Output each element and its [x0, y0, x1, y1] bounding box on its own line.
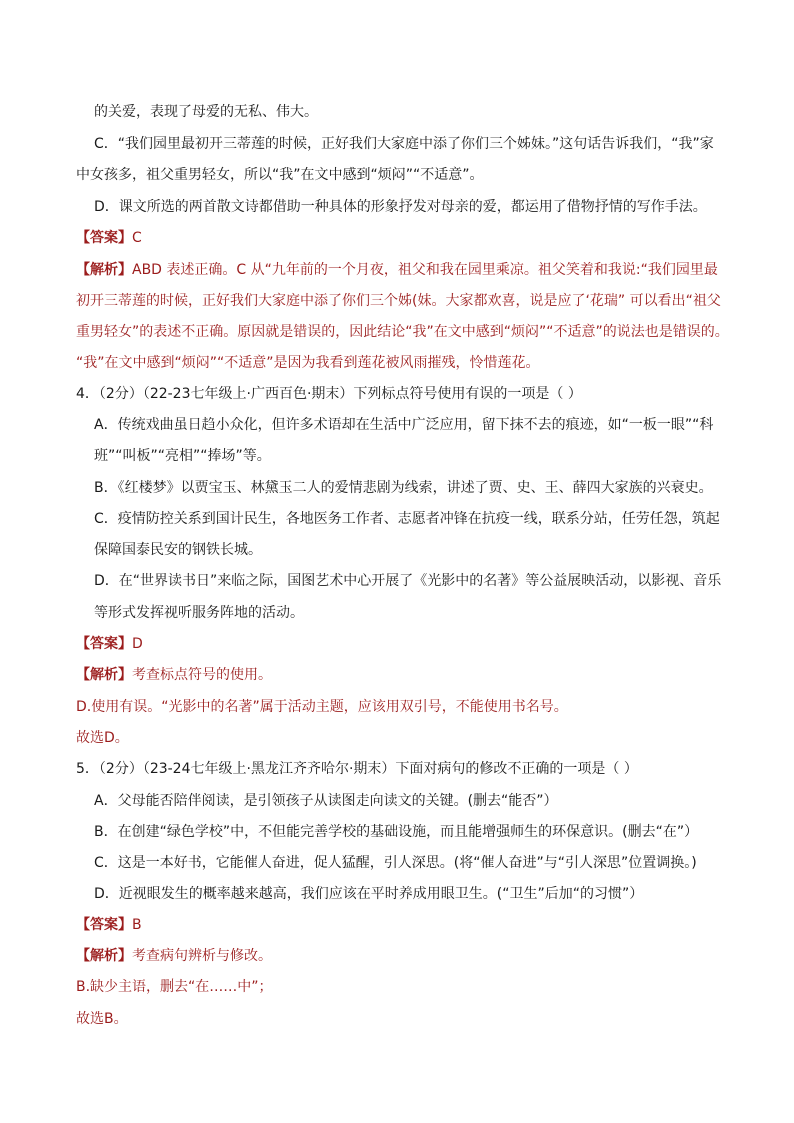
q3-analysis-line2: 初开三蒂莲的时候，正好我们大家庭中添了你们三个姊(妹。大家都欢喜，说是应了‘花瑞” 可以看出“祖父	[76, 293, 721, 309]
q3-analysis-line3: 重男轻女”的表述不正确。原因就是错误的，因此结论“我”在文中感到“烦闷”“不适意”的说法也是错误的。	[76, 324, 729, 340]
analysis-label: 【解析】	[76, 262, 132, 278]
answer-label: 【答案】	[76, 230, 132, 246]
analysis-text: 考查病句辨析与修改。	[132, 948, 272, 964]
q5-option-b: B．在创建“绿色学校”中，不但能完善学校的基础设施，而且能增强师生的环保意识。(删去“在”）	[94, 824, 699, 840]
q4-analysis-line3: 故选D。	[76, 730, 129, 746]
q4-option-a-line2: 班”“叫板”“亮相”“捧场”等。	[94, 448, 271, 464]
q5-analysis-line2: B.缺少主语，删去“在……中”；	[76, 979, 273, 995]
analysis-text: ABD 表述正确。C 从“九年前的一个月夜，祖父和我在园里乘凉。祖父笑着和我说:“我们园里最	[132, 262, 718, 278]
answer-label: 【答案】	[76, 636, 132, 652]
q4-option-d-line2: 等形式发挥视听服务阵地的活动。	[94, 605, 304, 621]
q4-analysis-line2: D.使用有误。“光影中的名著”属于活动主题，应该用双引号，不能使用书名号。	[76, 699, 568, 715]
q4-option-d-line1: D．在“世界读书日”来临之际，国图艺术中心开展了《光影中的名著》等公益展映活动，以影视、音乐	[94, 573, 722, 589]
analysis-text: 考查标点符号的使用。	[132, 667, 272, 683]
analysis-label: 【解析】	[76, 667, 132, 683]
answer-label: 【答案】	[76, 917, 132, 933]
q4-answer	[76, 634, 143, 654]
q3-option-b-tail: 的关爱，表现了母爱的无私、伟大。	[94, 104, 318, 120]
q4-option-c-line2: 保障国泰民安的钢铁长城。	[94, 542, 262, 558]
q3-option-c-line2: 中女孩多，祖父重男轻女，所以“我”在文中感到“烦闷”“不适意”。	[76, 167, 484, 183]
analysis-label: 【解析】	[76, 948, 132, 964]
q5-stem: 5．（2分）（23-24七年级上·黑龙江齐齐哈尔·期末）下面对病句的修改不正确的一项是（ ）	[76, 761, 638, 777]
q5-option-a: A．父母能否陪伴阅读，是引领孩子从读图走向读文的关键。(删去“能否”）	[94, 793, 558, 809]
q4-option-c-line1: C．疫情防控关系到国计民生，各地医务工作者、志愿者冲锋在抗疫一线，联系分站，任劳任怨，筑起	[94, 511, 720, 527]
q3-option-c-line1: C．“我们园里最初开三蒂莲的时候，正好我们大家庭中添了你们三个姊妹。”这句话告诉我们，“我”家	[94, 136, 714, 152]
answer-value: C	[132, 230, 142, 246]
q3-answer	[76, 228, 142, 248]
q5-analysis-line3: 故选B。	[76, 1011, 128, 1027]
q5-analysis-line1	[76, 946, 272, 966]
q5-option-c: C．这是一本好书，它能催人奋进，促人猛醒，引人深思。(将“催人奋进”与“引人深思”位置调换。)	[94, 855, 697, 871]
q5-option-d: D．近视眼发生的概率越来越高，我们应该在平时养成用眼卫生。(“卫生”后加“的习惯”）	[94, 886, 644, 902]
answer-value: D	[132, 636, 143, 652]
answer-value: B	[132, 917, 142, 933]
q4-option-a-line1: A．传统戏曲虽日趋小众化，但许多术语却在生活中广泛应用，留下抹不去的痕迹，如“一板一眼”“科	[94, 417, 714, 433]
q4-analysis-line1	[76, 665, 272, 685]
q3-option-d: D．课文所选的两首散文诗都借助一种具体的形象抒发对母亲的爱，都运用了借物抒情的写作手法。	[94, 199, 707, 215]
q3-analysis-line1	[76, 260, 718, 280]
q4-option-b: B．《红楼梦》以贾宝玉、林黛玉二人的爱情悲剧为线索，讲述了贾、史、王、薛四大家族的兴衰史。	[94, 480, 713, 496]
q5-answer	[76, 915, 142, 935]
q3-analysis-line4: “我”在文中感到“烦闷”“不适意”是因为我看到莲花被风雨摧残，怜惜莲花。	[76, 355, 540, 371]
q4-stem: 4．（2分）（22-23七年级上·广西百色·期末）下列标点符号使用有误的一项是（ ）	[76, 386, 582, 402]
